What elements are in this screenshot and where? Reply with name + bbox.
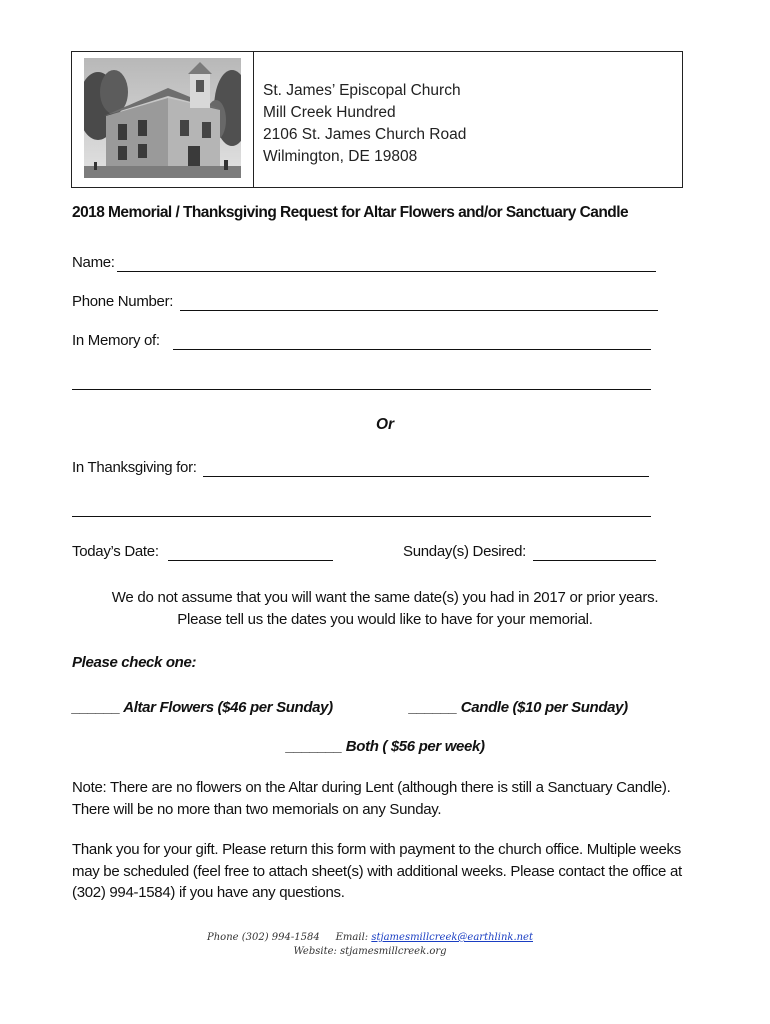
altar-flowers-label: Altar Flowers ($46 per Sunday) (123, 699, 333, 716)
church-city: Wilmington, DE 19808 (263, 148, 418, 165)
sundays-label: Sunday(s) Desired: (403, 543, 526, 560)
candle-label: Candle ($10 per Sunday) (460, 699, 628, 716)
form-title: 2018 Memorial / Thanksgiving Request for Altar Flowers and/or Sanctuary Candle (72, 204, 629, 221)
church-photo-drawing (84, 58, 241, 178)
date-field-line[interactable] (168, 560, 333, 561)
both-label: Both ( $56 per week) (345, 738, 485, 755)
thanksgiving-label: In Thanksgiving for: (72, 459, 197, 476)
footer-email-link[interactable]: stjamesmillcreek@earthlink.net (371, 932, 533, 943)
church-address (263, 80, 466, 168)
check-heading: Please check one: (72, 654, 197, 671)
candle-option[interactable] (409, 699, 628, 716)
candle-blank[interactable]: ______ (409, 699, 457, 716)
header-divider (253, 52, 254, 187)
lent-note: Note: There are no flowers on the Altar during Lent (although there is still a Sanctuary Candle). There will be no more than two memorials on any Sunday. (72, 779, 671, 818)
phone-field-line[interactable] (180, 310, 658, 311)
both-blank[interactable]: _______ (286, 738, 342, 755)
name-label: Name: (72, 254, 115, 271)
footer-website: Website: stjamesmillcreek.org (293, 946, 447, 957)
thank-you-note: Thank you for your gift. Please return this form with payment to the church office. Multiple weeks may be scheduled (feel free to attach sheet(s) with additional weeks. Please contact the office at (302) 994-1584) if you have any questions. (72, 841, 682, 901)
footer-phone: Phone (302) 994-1584 (207, 932, 320, 943)
footer-contact (0, 932, 740, 943)
header-box (71, 51, 683, 188)
altar-flowers-blank[interactable]: ______ (72, 699, 120, 716)
name-field-line[interactable] (117, 271, 656, 272)
memory-field-line-2[interactable] (72, 389, 651, 390)
memory-field-line[interactable] (173, 349, 651, 350)
church-photo (84, 58, 241, 178)
thanksgiving-field-line[interactable] (203, 476, 649, 477)
date-label: Today’s Date: (72, 543, 159, 560)
church-name: St. James’ Episcopal Church (263, 82, 461, 99)
thanksgiving-field-line-2[interactable] (72, 516, 651, 517)
notice-line-2: Please tell us the dates you would like to have for your memorial. (177, 611, 593, 628)
church-hundred: Mill Creek Hundred (263, 104, 396, 121)
phone-label: Phone Number: (72, 293, 174, 310)
memory-label: In Memory of: (72, 332, 160, 349)
notice-line-1: We do not assume that you will want the same date(s) you had in 2017 or prior years. (111, 589, 659, 606)
altar-flowers-option[interactable] (72, 699, 333, 716)
sundays-field-line[interactable] (533, 560, 656, 561)
church-street: 2106 St. James Church Road (263, 126, 467, 143)
or-separator: Or (375, 416, 395, 433)
both-option[interactable] (286, 738, 485, 755)
footer-email-label: Email: (335, 932, 369, 943)
